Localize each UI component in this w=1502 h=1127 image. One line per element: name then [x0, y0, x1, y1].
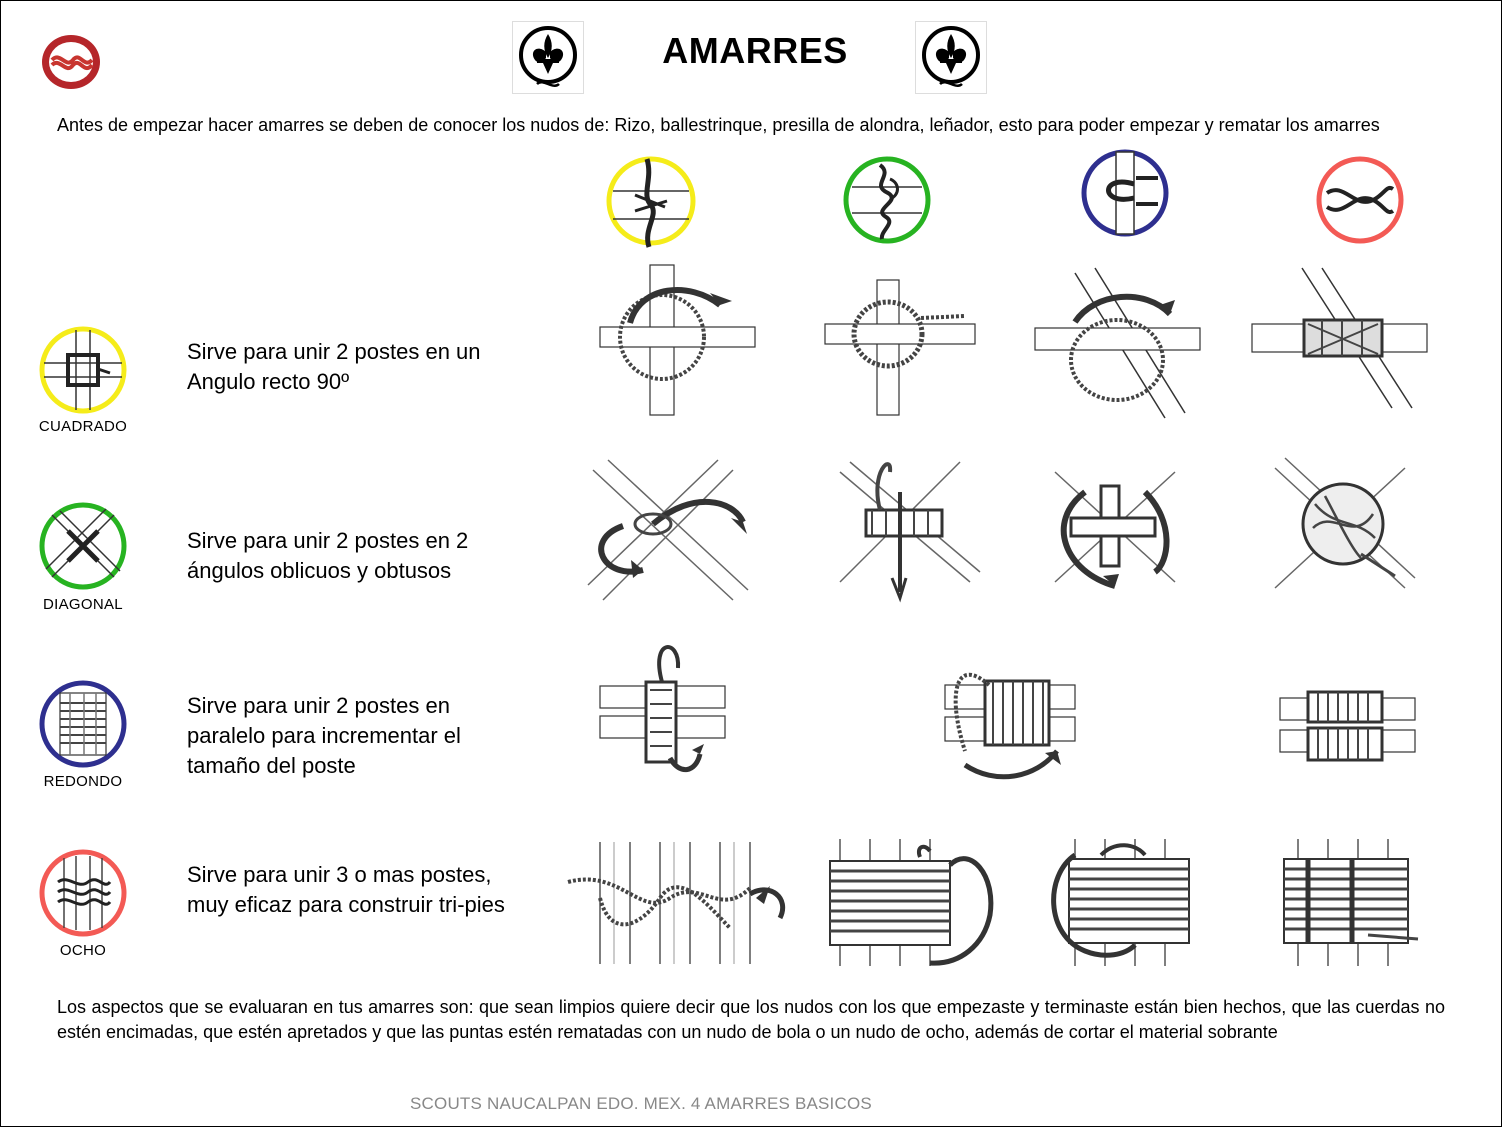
lashing-label: DIAGONAL: [43, 596, 123, 613]
lashing-step-illustration: [600, 265, 755, 415]
lashing-step-illustration: [830, 452, 980, 602]
intro-text: Antes de empezar hacer amarres se deben de conocer los nudos de: Rizo, ballestrinque, presilla de alondra, leñador, esto para poder empezar y rematar los amarres: [57, 115, 1380, 135]
lashing-label: CUADRADO: [38, 418, 128, 435]
lashing-step-illustration: [820, 835, 1000, 970]
lashing-step-illustration: [1035, 268, 1200, 423]
timber-hitch-icon: [842, 155, 932, 245]
redondo-icon: [38, 679, 128, 769]
knot-badge-icon: [40, 33, 102, 91]
cuadrado-icon: [38, 325, 128, 415]
lashing-label: REDONDO: [43, 773, 123, 790]
lashing-description: Sirve para unir 2 postes en 2 ángulos oblicuos y obtusos: [187, 528, 469, 583]
fleur-de-lis-icon: [512, 21, 584, 94]
lashing-step-illustration: [583, 460, 753, 605]
lashing-step-illustration: [1280, 690, 1415, 770]
lashing-step-illustration: [1252, 268, 1427, 413]
lashing-description: Sirve para unir 2 postes en un Angulo recto 90º: [187, 339, 481, 394]
lashing-step-illustration: [600, 638, 725, 778]
diagonal-icon: [38, 501, 128, 591]
closing-text: Los aspectos que se evaluaran en tus amarres son: que sean limpios quiere decir que los nudos con los que empezaste y terminaste están bien hechos, que las cuerdas no estén encimadas, que estén apretados y que las puntas estén rematadas con un nudo de bola o un nudo de ocho, además de cortar el material sobrante: [57, 997, 1445, 1042]
lashing-description: Sirve para unir 3 o mas postes, muy eficaz para construir tri-pies: [187, 862, 505, 917]
lashing-step-illustration: [1268, 835, 1428, 970]
clove-hitch-icon: [605, 155, 697, 247]
lashing-step-illustration: [945, 655, 1075, 785]
lark-head-icon: [1080, 148, 1170, 238]
ocho-icon: [38, 848, 128, 938]
lashing-step-illustration: [1045, 462, 1185, 592]
lashing-label: OCHO: [59, 942, 107, 959]
page-title: AMARRES: [662, 30, 848, 71]
fleur-de-lis-icon: [915, 21, 987, 94]
square-knot-icon: [1315, 155, 1405, 245]
lashing-step-illustration: [1265, 458, 1415, 598]
lashing-step-illustration: [560, 838, 790, 968]
lashing-description: Sirve para unir 2 postes en paralelo para incrementar el tamaño del poste: [187, 693, 461, 778]
lashing-step-illustration: [825, 280, 975, 415]
footer-text: SCOUTS NAUCALPAN EDO. MEX. 4 AMARRES BASICOS: [410, 1094, 872, 1113]
lashing-step-illustration: [1045, 835, 1205, 970]
